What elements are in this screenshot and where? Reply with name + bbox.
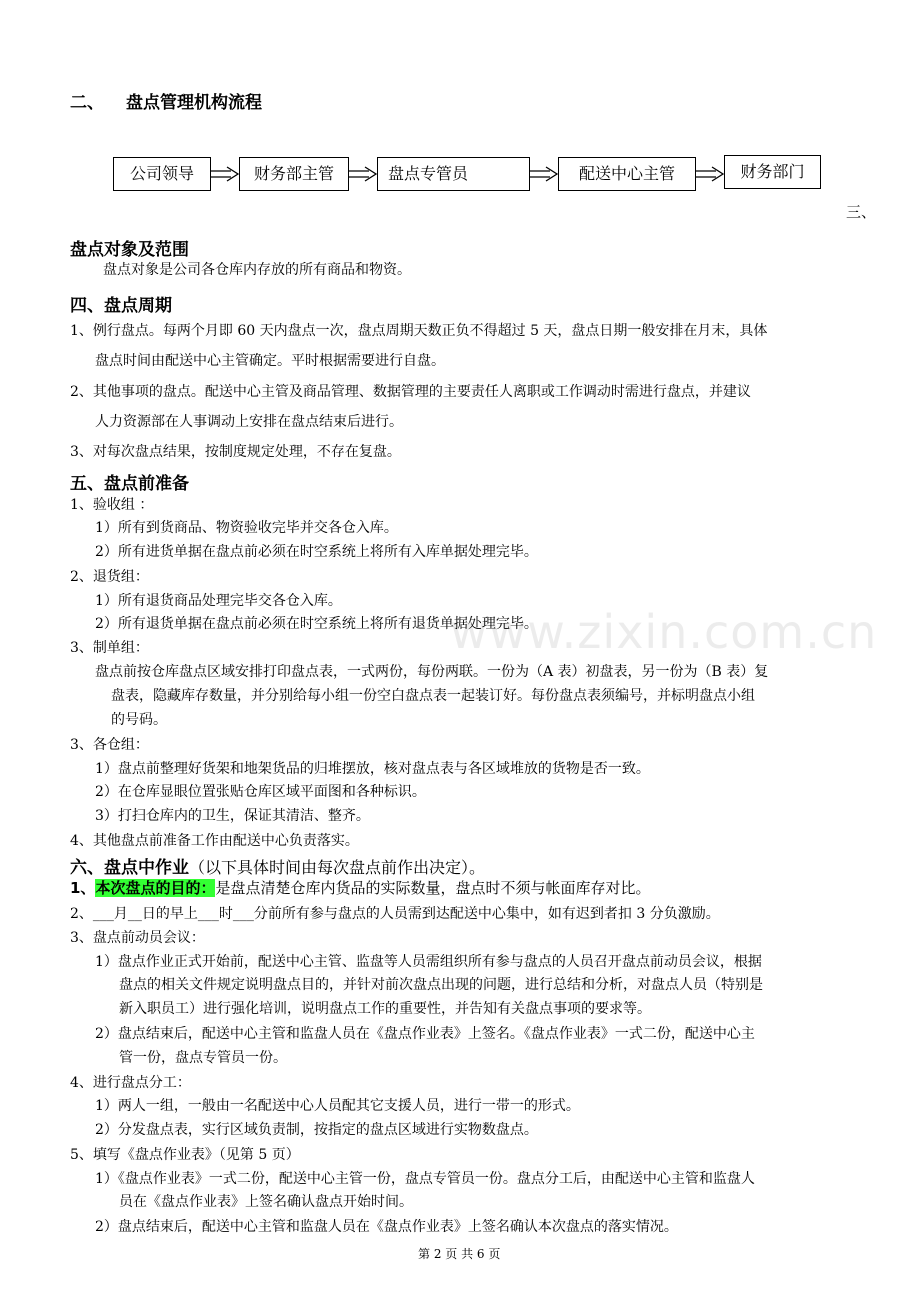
- section6-title: 六、盘点中作业: [70, 858, 189, 878]
- section5-title: 五、盘点前准备: [70, 474, 189, 494]
- section5-line: 2、退货组：: [70, 569, 149, 585]
- section6-subtitle: （以下具体时间由每次盘点前作出决定）。: [189, 858, 486, 877]
- section4-item: 3、对每次盘点结果，按制度规定处理，不存在复盘。: [70, 444, 401, 460]
- section6-line-1-number: 1、: [70, 879, 96, 897]
- section2-title: 盘点管理机构流程: [126, 93, 262, 113]
- flow-box-company-leader: 公司领导: [113, 157, 211, 191]
- section5-line: 盘点前按仓库盘点区域安排打印盘点表，一式两份，每份两联。一份为（A 表）初盘表，另一份为（B 表）复: [95, 664, 769, 680]
- watermark: www.zixin.com.cn: [450, 605, 878, 659]
- section5-line: 1、验收组 ：: [70, 497, 154, 513]
- section5-line: 1）所有退货商品处理完毕交各仓入库。: [95, 593, 342, 609]
- section5-line: 1）盘点前整理好货架和地架货品的归堆摆放，核对盘点表与各区域堆放的货物是否一致。: [95, 761, 650, 777]
- section4-item: 1、例行盘点。每两个月即 60 天内盘点一次，盘点周期天数正负不得超过 5 天，盘点日期一般安排在月末，具体: [70, 323, 768, 339]
- section4-title: 四、盘点周期: [70, 296, 172, 316]
- flow-box-distribution-supervisor: 配送中心主管: [558, 157, 696, 191]
- section6-line: 管一份，盘点专管员一份。: [119, 1050, 287, 1066]
- section5-line: 3、各仓组：: [70, 737, 149, 753]
- flow-box-inventory-officer: 盘点专管员: [377, 157, 530, 191]
- section4-item: 人力资源部在人事调动上安排在盘点结束后进行。: [95, 414, 403, 430]
- section6-line-1: [70, 878, 650, 898]
- section6-line: 1）《盘点作业表》一式二份，配送中心主管一份，盘点专管员一份。盘点分工后，由配送中心主管和监盘人: [95, 1171, 755, 1187]
- flow-box-finance-supervisor: 财务部主管: [239, 157, 349, 191]
- section6-line: 2、___月__日的早上___时___分前所有参与盘点的人员需到达配送中心集中，如有迟到者扣 3 分负激励。: [70, 906, 720, 922]
- section5-line: 2）在仓库显眼位置张贴仓库区域平面图和各种标识。: [95, 784, 426, 800]
- section6-line: 5、填写《盘点作业表》（见第 5 页）: [70, 1147, 300, 1163]
- section6-line: 2）盘点结束后，配送中心主管和监盘人员在《盘点作业表》上签名确认本次盘点的落实情况。: [95, 1219, 678, 1235]
- section6-line: 3、盘点前动员会议：: [70, 930, 205, 946]
- arrow-right-icon: [211, 166, 239, 182]
- arrow-right-icon: [530, 166, 558, 182]
- section4-item: 盘点时间由配送中心主管确定。平时根据需要进行自盘。: [95, 353, 445, 369]
- section5-line: 2）所有退货单据在盘点前必须在时空系统上将所有退货单据处理完毕。: [95, 616, 538, 632]
- section5-line: 盘表，隐藏库存数量，并分别给每小组一份空白盘点表一起装订好。每份盘点表须编号，并标明盘点小组: [111, 688, 755, 704]
- section5-line: 1）所有到货商品、物资验收完毕并交各仓入库。: [95, 520, 398, 536]
- highlight-purpose: 本次盘点的目的：: [95, 879, 216, 897]
- section6-line: 盘点的相关文件规定说明盘点目的，并针对前次盘点出现的问题，进行总结和分析，对盘点人员（特别是: [119, 977, 763, 993]
- section3-number: 三、: [846, 203, 877, 221]
- section4-item: 2、其他事项的盘点。配送中心主管及商品管理、数据管理的主要责任人离职或工作调动时需进行盘点，并建议: [70, 384, 751, 400]
- section5-line: 3）打扫仓库内的卫生，保证其清洁、整齐。: [95, 808, 370, 824]
- section6-line: 1）盘点作业正式开始前，配送中心主管、监盘等人员需组织所有参与盘点的人员召开盘点前动员会议，根据: [95, 954, 762, 970]
- section5-line: 的号码。: [111, 712, 167, 728]
- arrow-right-icon: [349, 166, 377, 182]
- section5-line: 3、制单组：: [70, 640, 149, 656]
- section6-heading: [70, 853, 485, 878]
- section2-number: 二、: [70, 93, 104, 113]
- section6-line: 2）盘点结束后，配送中心主管和监盘人员在《盘点作业表》上签名。《盘点作业表》一式二份，配送中心主: [95, 1026, 755, 1042]
- section6-line: 员在《盘点作业表》上签名确认盘点开始时间。: [119, 1194, 413, 1210]
- flow-box-finance-department: 财务部门: [724, 155, 821, 189]
- page-footer: 第 2 页 共 6 页: [418, 1247, 501, 1261]
- section3-title: 盘点对象及范围: [70, 240, 189, 260]
- section6-line: 4、进行盘点分工：: [70, 1075, 191, 1091]
- arrow-right-icon: [696, 166, 724, 182]
- section6-line: 1）两人一组，一般由一名配送中心人员配其它支援人员，进行一带一的形式。: [95, 1098, 580, 1114]
- section5-line: 2）所有进货单据在盘点前必须在时空系统上将所有入库单据处理完毕。: [95, 544, 538, 560]
- section3-body: 盘点对象是公司各仓库内存放的所有商品和物资。: [103, 262, 411, 278]
- section5-line: 4、其他盘点前准备工作由配送中心负责落实。: [70, 833, 359, 849]
- section6-line: 新入职员工）进行强化培训，说明盘点工作的重要性，并告知有关盘点事项的要求等。: [119, 1001, 651, 1017]
- section6-line-1-text: 是盘点清楚仓库内货品的实际数量，盘点时不须与帐面库存对比。: [215, 879, 651, 897]
- section6-line: 2）分发盘点表，实行区域负责制，按指定的盘点区域进行实物数盘点。: [95, 1122, 538, 1138]
